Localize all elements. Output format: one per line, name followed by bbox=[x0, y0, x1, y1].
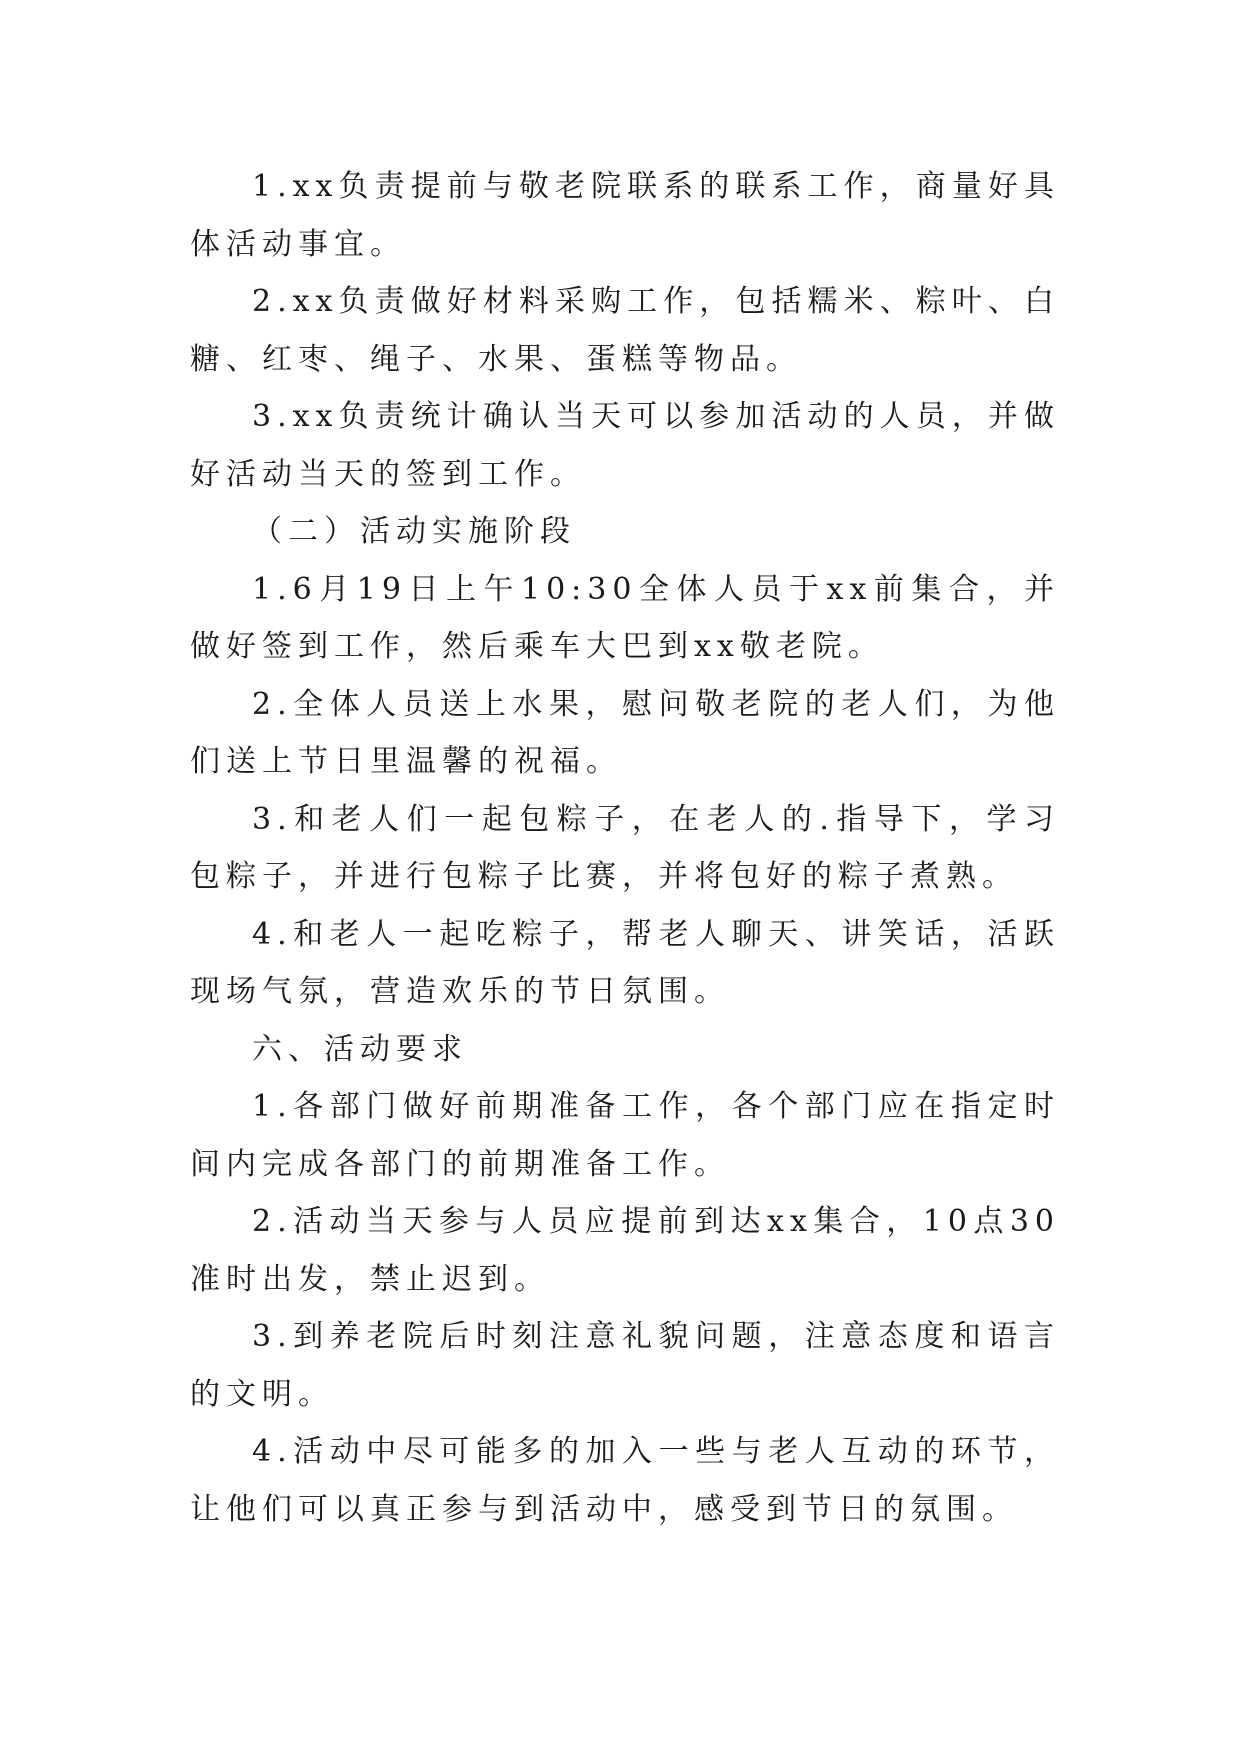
paragraph-req-3: 3.到养老院后时刻注意礼貌问题，注意态度和语言的文明。 bbox=[190, 1319, 1060, 1412]
paragraph-impl-1: 1.6月19日上午10:30全体人员于xx前集合，并做好签到工作，然后乘车大巴到xx敬老院。 bbox=[190, 571, 1060, 664]
paragraph-req-1: 1.各部门做好前期准备工作，各个部门应在指定时间内完成各部门的前期准备工作。 bbox=[190, 1089, 1060, 1182]
paragraph-req-4: 4.活动中尽可能多的加入一些与老人互动的环节，让他们可以真正参与到活动中，感受到节日的氛围。 bbox=[190, 1434, 1060, 1527]
paragraph-prep-1: 1.xx负责提前与敬老院联系的联系工作，商量好具体活动事宜。 bbox=[190, 169, 1060, 262]
document-body bbox=[190, 158, 1060, 1538]
paragraph-prep-3: 3.xx负责统计确认当天可以参加活动的人员，并做好活动当天的签到工作。 bbox=[190, 399, 1060, 492]
paragraph-prep-2: 2.xx负责做好材料采购工作，包括糯米、粽叶、白糖、红枣、绳子、水果、蛋糕等物品。 bbox=[190, 284, 1060, 377]
section-heading-implementation: （二）活动实施阶段 bbox=[252, 514, 576, 549]
paragraph-impl-2: 2.全体人员送上水果，慰问敬老院的老人们，为他们送上节日里温馨的祝福。 bbox=[190, 686, 1060, 779]
paragraph-req-2: 2.活动当天参与人员应提前到达xx集合，10点30准时出发，禁止迟到。 bbox=[190, 1204, 1060, 1297]
section-heading-requirements: 六、活动要求 bbox=[252, 1031, 468, 1067]
paragraph-impl-3: 3.和老人们一起包粽子，在老人的.指导下，学习包粽子，并进行包粽子比赛，并将包好的粽子煮熟。 bbox=[190, 801, 1060, 894]
paragraph-impl-4: 4.和老人一起吃粽子，帮老人聊天、讲笑话，活跃现场气氛，营造欢乐的节日氛围。 bbox=[190, 916, 1060, 1009]
